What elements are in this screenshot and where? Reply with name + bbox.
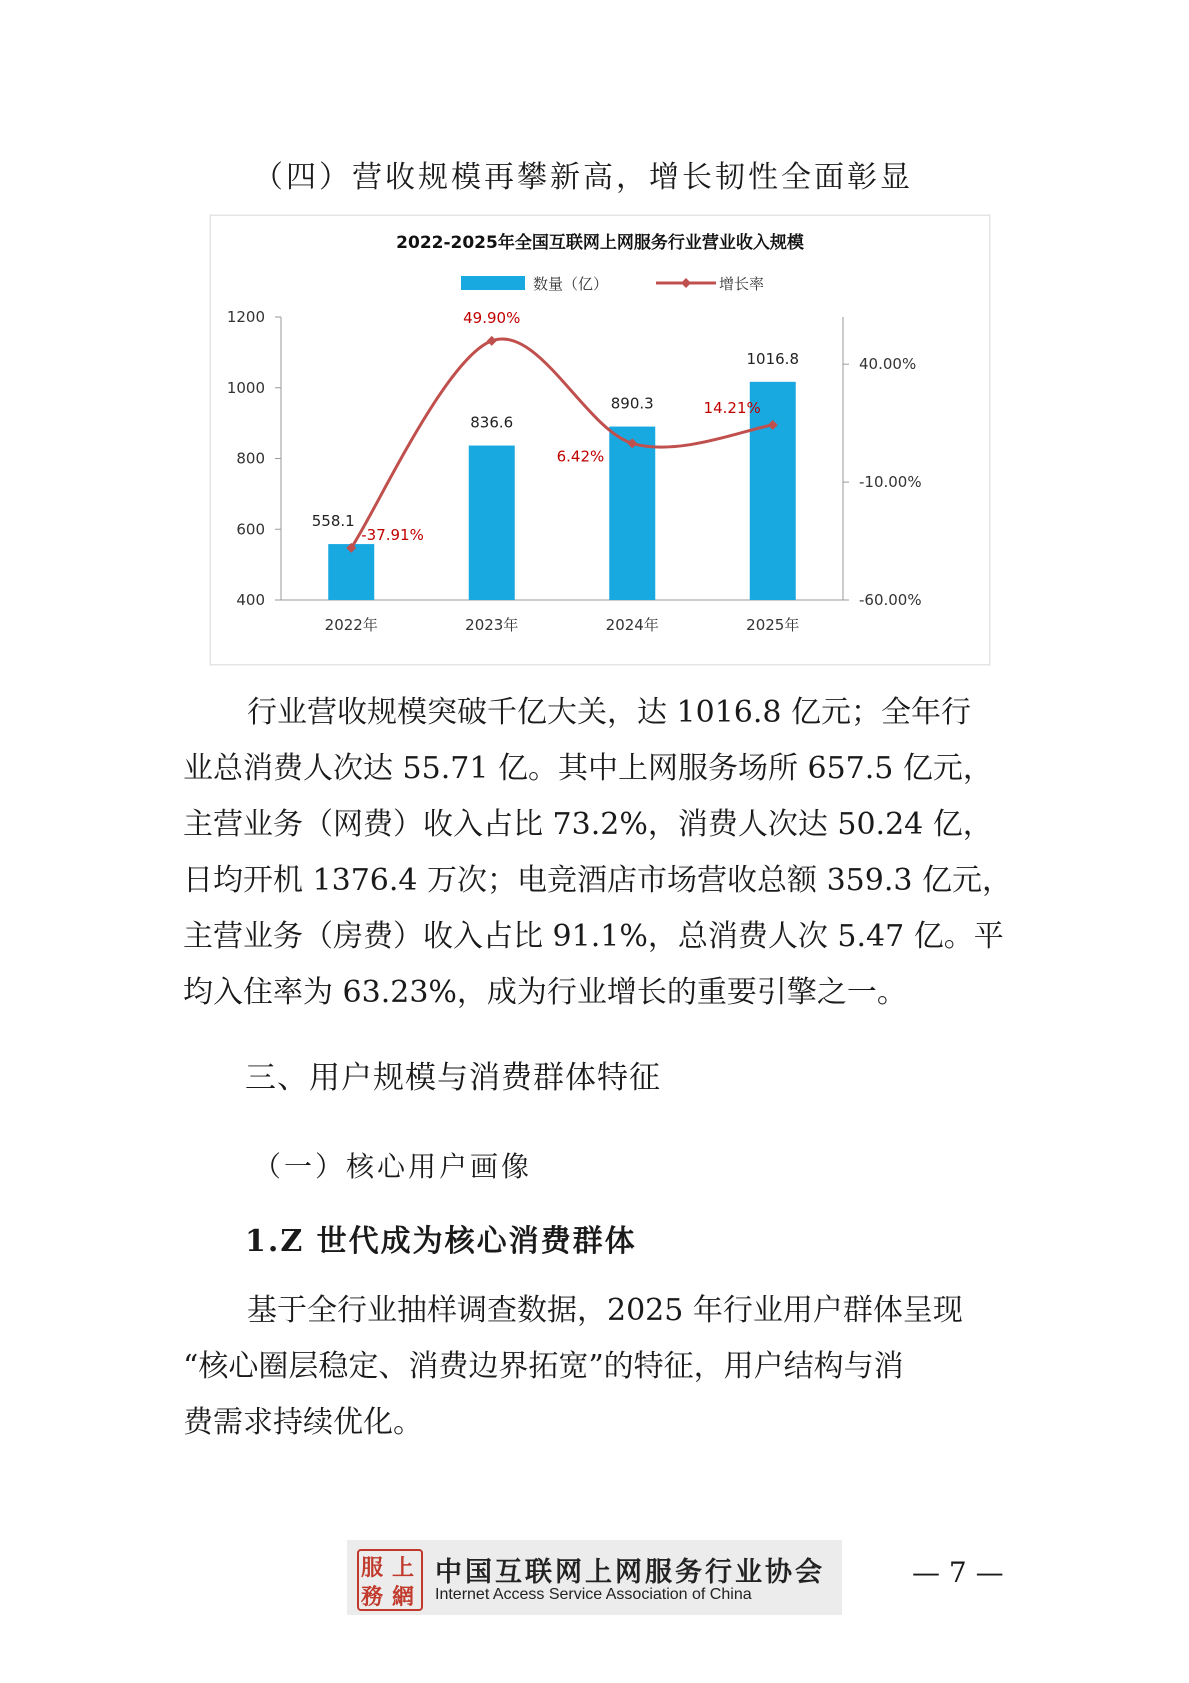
y-right-tick-label: -60.00% <box>859 591 922 609</box>
growth-rate-label: -37.91% <box>361 525 424 544</box>
paragraph-line: “核心圈层稳定、消费边界拓宽”的特征，用户结构与消 <box>183 1349 904 1384</box>
y-right-tick-label: 40.00% <box>859 355 917 374</box>
bar-value-label: 558.1 <box>311 512 355 531</box>
org-name-en: Internet Access Service Association of China <box>435 1586 752 1603</box>
svg-text:務: 務 <box>361 1584 384 1609</box>
paragraph-line: 均入住率为 63.23%，成为行业增长的重要引擎之一。 <box>183 975 907 1010</box>
paragraph-line: 基于全行业抽样调查数据，2025 年行业用户群体呈现 <box>247 1293 963 1328</box>
y-right-tick-label: -10.00% <box>859 473 922 492</box>
growth-rate-label: 6.42% <box>556 447 605 466</box>
growth-rate-label: 49.90% <box>463 308 521 327</box>
growth-rate-label: 14.21% <box>703 398 761 417</box>
paragraph-line: 费需求持续优化。 <box>183 1405 423 1440</box>
org-name-cn: 中国互联网上网服务行业协会 <box>435 1557 825 1588</box>
x-tick-label: 2025年 <box>746 616 800 634</box>
bar-value-label: 1016.8 <box>746 349 799 368</box>
legend-line-label: 增长率 <box>719 275 765 293</box>
section-heading: （四）营收规模再攀新高，增长韧性全面彰显 <box>253 160 913 195</box>
bar-value-label: 836.6 <box>470 413 514 432</box>
page-number: — 7 — <box>912 1556 1004 1589</box>
subsection-heading: （一）核心用户画像 <box>253 1150 533 1183</box>
growth-rate-line <box>351 339 773 548</box>
x-tick-label: 2022年 <box>324 616 378 634</box>
y-left-tick-label: 1000 <box>226 378 265 397</box>
seal-logo-icon <box>357 1549 423 1611</box>
growth-rate-point <box>487 336 497 346</box>
paragraph-line: 主营业务（房费）收入占比 91.1%，总消费人次 5.47 亿。平 <box>183 919 1004 954</box>
section-3-heading: 三、用户规模与消费群体特征 <box>245 1060 661 1096</box>
x-tick-label: 2024年 <box>605 616 659 634</box>
y-left-tick-label: 600 <box>236 520 265 539</box>
svg-text:服: 服 <box>361 1555 384 1581</box>
legend-bar-swatch <box>461 276 525 290</box>
legend-bar-label: 数量（亿） <box>533 275 609 293</box>
bar <box>609 427 655 600</box>
x-tick-label: 2023年 <box>465 616 519 634</box>
paragraph-line: 日均开机 1376.4 万次；电竞酒店市场营收总额 359.3 亿元， <box>183 863 1012 898</box>
paragraph-line: 业总消费人次达 55.71 亿。其中上网服务场所 657.5 亿元， <box>183 751 993 786</box>
svg-text:網: 網 <box>392 1584 415 1609</box>
bar <box>469 446 515 600</box>
revenue-chart <box>210 215 990 665</box>
chart-title: 2022-2025年全国互联网上网服务行业营业收入规模 <box>396 233 804 253</box>
y-left-tick-label: 1200 <box>226 308 265 326</box>
bar-value-label: 890.3 <box>610 394 654 413</box>
paragraph-line: 行业营收规模突破千亿大关，达 1016.8 亿元；全年行 <box>247 695 972 730</box>
item-heading: 1.Z 世代成为核心消费群体 <box>245 1224 637 1259</box>
y-left-tick-label: 800 <box>236 449 265 468</box>
chart-canvas <box>211 216 989 664</box>
y-left-tick-label: 400 <box>236 591 265 609</box>
legend-line-marker <box>681 278 691 288</box>
association-logo <box>347 1540 842 1615</box>
svg-text:上: 上 <box>392 1555 415 1581</box>
paragraph-line: 主营业务（网费）收入占比 73.2%，消费人次达 50.24 亿， <box>183 807 993 842</box>
